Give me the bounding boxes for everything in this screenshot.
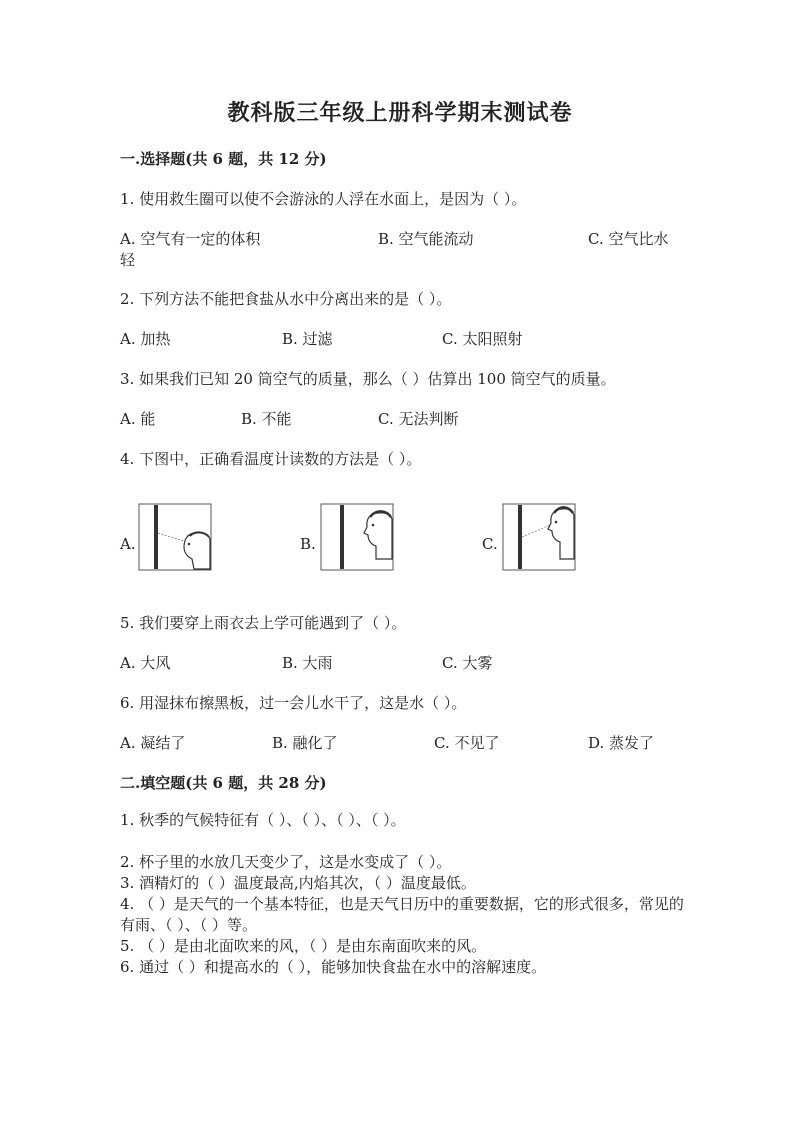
q2-option-c: C. 太阳照射 (442, 330, 523, 348)
q4-option-a: A. (120, 535, 136, 553)
section-heading-choice: 一.选择题(共 6 题，共 12 分) (120, 150, 327, 168)
q3-option-b: B. 不能 (241, 410, 292, 428)
thermometer-figure-c (502, 503, 576, 571)
q2-option-b: B. 过滤 (282, 330, 333, 348)
q1-option-a: A. 空气有一定的体积 (120, 230, 261, 248)
q6-option-c: C. 不见了 (434, 734, 500, 752)
q5-option-a: A. 大风 (120, 654, 171, 672)
question-4: 4. 下图中，正确看温度计读数的方法是（ ）。 (120, 450, 422, 468)
question-6: 6. 用湿抹布擦黑板，过一会儿水干了，这是水（ ）。 (120, 694, 467, 712)
page-title: 教科版三年级上册科学期末测试卷 (227, 100, 573, 126)
q5-option-c: C. 大雾 (442, 654, 493, 672)
thermometer-figure-b (320, 503, 394, 571)
fill-item-3: 3. 酒精灯的（ ）温度最高,内焰其次，（ ）温度最低。 (120, 874, 476, 892)
q6-option-d: D. 蒸发了 (588, 734, 655, 752)
q2-option-a: A. 加热 (120, 330, 171, 348)
fill-item-4: 4. （ ）是天气的一个基本特征，也是天气日历中的重要数据，它的形式很多，常见的有雨、（ ）、（ ）等。 (120, 895, 684, 934)
q4-option-c: C. (482, 535, 498, 553)
q6-option-b: B. 融化了 (272, 734, 338, 752)
thermometer-figure-a (138, 503, 212, 571)
question-5: 5. 我们要穿上雨衣去上学可能遇到了（ ）。 (120, 614, 407, 632)
q1-option-c: C. 空气比水 (588, 230, 669, 248)
fill-item-2: 2. 杯子里的水放几天变少了，这是水变成了（ ）。 (120, 853, 452, 871)
fill-item-5: 5. （ ）是由北面吹来的风，（ ）是由东南面吹来的风。 (120, 937, 487, 955)
question-1: 1. 使用救生圈可以使不会游泳的人浮在水面上，是因为（ ）。 (120, 190, 527, 208)
fill-item-6: 6. 通过（ ）和提高水的（ ），能够加快食盐在水中的溶解速度。 (120, 958, 547, 976)
q3-option-a: A. 能 (120, 410, 156, 428)
q4-option-b: B. (300, 535, 316, 553)
q3-option-c: C. 无法判断 (378, 410, 459, 428)
fill-item-1: 1. 秋季的气候特征有（ ）、（ ）、（ ）、（ ）。 (120, 811, 406, 829)
q1-option-c-wrap: 轻 (120, 251, 136, 269)
section-heading-fill: 二.填空题(共 6 题，共 28 分) (120, 774, 327, 792)
question-2: 2. 下列方法不能把食盐从水中分离出来的是（ ）。 (120, 290, 452, 308)
question-3: 3. 如果我们已知 20 筒空气的质量，那么（ ）估算出 100 筒空气的质量。 (120, 370, 616, 388)
q1-option-b: B. 空气能流动 (378, 230, 474, 248)
q6-option-a: A. 凝结了 (120, 734, 186, 752)
q5-option-b: B. 大雨 (282, 654, 333, 672)
